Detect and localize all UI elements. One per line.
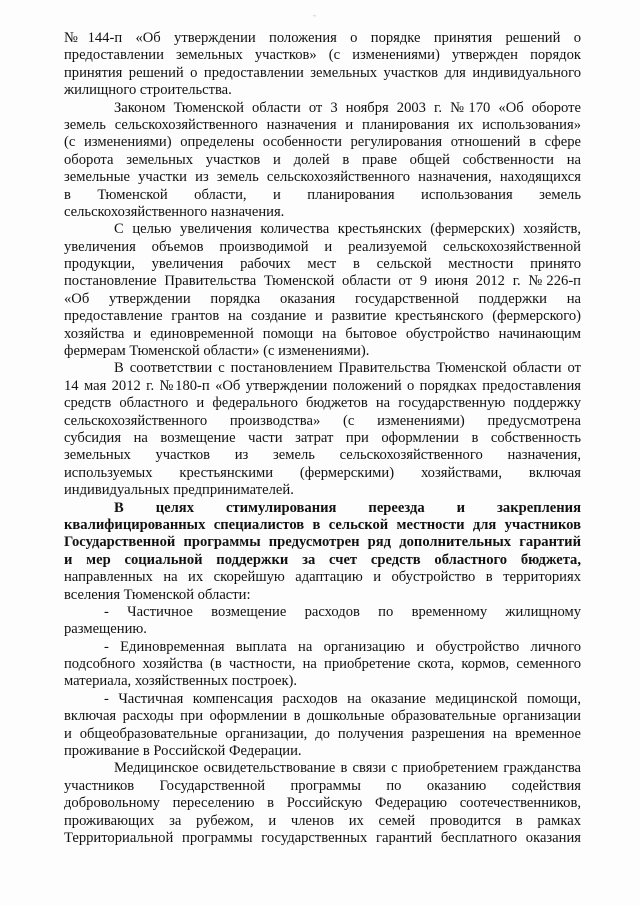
text-line: С целью увеличения количества крестьянских (фермерских) хозяйств, xyxy=(114,221,581,238)
text-line: включая расходы при оформлении в дошкольные образовательные организации xyxy=(64,708,581,725)
text-line: (с изменениями) определены особенности регулирования отношений в сфере xyxy=(64,134,581,151)
text-line: - Единовременная выплата на организацию и обустройство личного xyxy=(104,638,581,655)
text-line: В соответствии с постановлением Правительства Тюменской области от xyxy=(114,360,581,377)
text-line: добровольному переселению в Российскую Федерацию соотечественников, xyxy=(64,795,581,812)
text-line: фермерам Тюменской области» (с изменениями). xyxy=(64,343,370,360)
text-line: материала, хозяйственных построек). xyxy=(64,673,298,690)
text-line: сельскохозяйственного назначения. xyxy=(64,203,285,220)
text-line: продукции, увеличения рабочих мест в сельской местности принято xyxy=(64,256,581,273)
text-line: хозяйства и единовременной помощи на бытовое обустройство начинающим xyxy=(64,325,581,342)
text-line: Территориальной программы государственных гарантий бесплатного оказания xyxy=(64,829,581,846)
text-line: направленных на их скорейшую адаптацию и обустройство в территориях xyxy=(64,569,581,586)
text-line: и общеобразовательные организации, до получения разрешения на временное xyxy=(64,725,581,742)
text-line: 14 мая 2012 г. №180-п «Об утверждении положений о порядках предоставления xyxy=(64,377,581,394)
text-line: Медицинское освидетельствование в связи с приобретением гражданства xyxy=(114,760,581,777)
text-line: принятия решений о предоставлении земельных участков для индивидуального xyxy=(64,64,581,81)
text-line: квалифицированных специалистов в сельской местности для участников xyxy=(64,516,581,533)
text-line: - Частичное возмещение расходов по временному жилищному xyxy=(104,603,581,620)
text-line: постановление Правительства Тюменской области от 9 июня 2012 г. №226-п xyxy=(64,273,581,290)
text-line: и мер социальной поддержки за счет средств областного бюджета, xyxy=(64,551,581,568)
text-line: в Тюменской области, и планирования использования земель xyxy=(64,186,581,203)
text-line: №144-п «Об утверждении положения о порядке принятия решений о xyxy=(64,30,581,46)
text-line: Государственной программы предусмотрен ряд дополнительных гарантий xyxy=(64,534,581,551)
text-line: оборота земельных участков и долей в праве общей собственности на xyxy=(64,151,581,168)
text-line: участников Государственной программы по оказанию содействия xyxy=(64,777,581,794)
text-line: предоставлении земельных участков» (с изменениями) утвержден порядок xyxy=(64,47,581,64)
text-line: субсидия на возмещение части затрат при оформлении в собственность xyxy=(64,429,581,446)
text-line: предоставление грантов на создание и развитие крестьянского (фермерского) xyxy=(64,308,581,325)
document-body xyxy=(64,30,581,847)
text-line: проживание в Российской Федерации. xyxy=(64,743,302,760)
text-line: размещению. xyxy=(64,621,147,638)
text-line: увеличения объемов производимой и реализуемой сельскохозяйственной xyxy=(64,238,581,255)
text-line: вселения Тюменской области: xyxy=(64,586,251,603)
text-line: подсобного хозяйства (в частности, на приобретение скота, кормов, семенного xyxy=(64,656,581,673)
text-line: В целях стимулирования переезда и закрепления xyxy=(114,499,581,516)
text-line: используемых крестьянскими (фермерскими) хозяйствами, включая xyxy=(64,464,581,481)
text-line: индивидуальных предпринимателей. xyxy=(64,482,294,499)
text-line: жилищного строительства. xyxy=(64,82,232,99)
text-line: проживающих за рубежом, и членов их семей проводится в рамках xyxy=(64,812,581,829)
page-mark: ~ xyxy=(313,14,317,20)
text-line: - Частичная компенсация расходов на оказание медицинской помощи, xyxy=(104,690,581,707)
text-line: Законом Тюменской области от 3 ноября 2003 г. №170 «Об обороте xyxy=(114,99,581,116)
text-line: земельные участки из земель сельскохозяйственного назначения, находящихся xyxy=(64,169,581,186)
text-line: «Об утверждении порядка оказания государственной поддержки на xyxy=(64,290,581,307)
text-line: средств областного и федерального бюджетов на государственную поддержку xyxy=(64,395,581,412)
text-line: сельскохозяйственного производства» (с изменениями) предусмотрена xyxy=(64,412,581,429)
text-line: земельных участков из земель сельскохозяйственного назначения, xyxy=(64,447,581,464)
text-line: земель сельскохозяйственного назначения и планирования их использования» xyxy=(64,116,581,133)
